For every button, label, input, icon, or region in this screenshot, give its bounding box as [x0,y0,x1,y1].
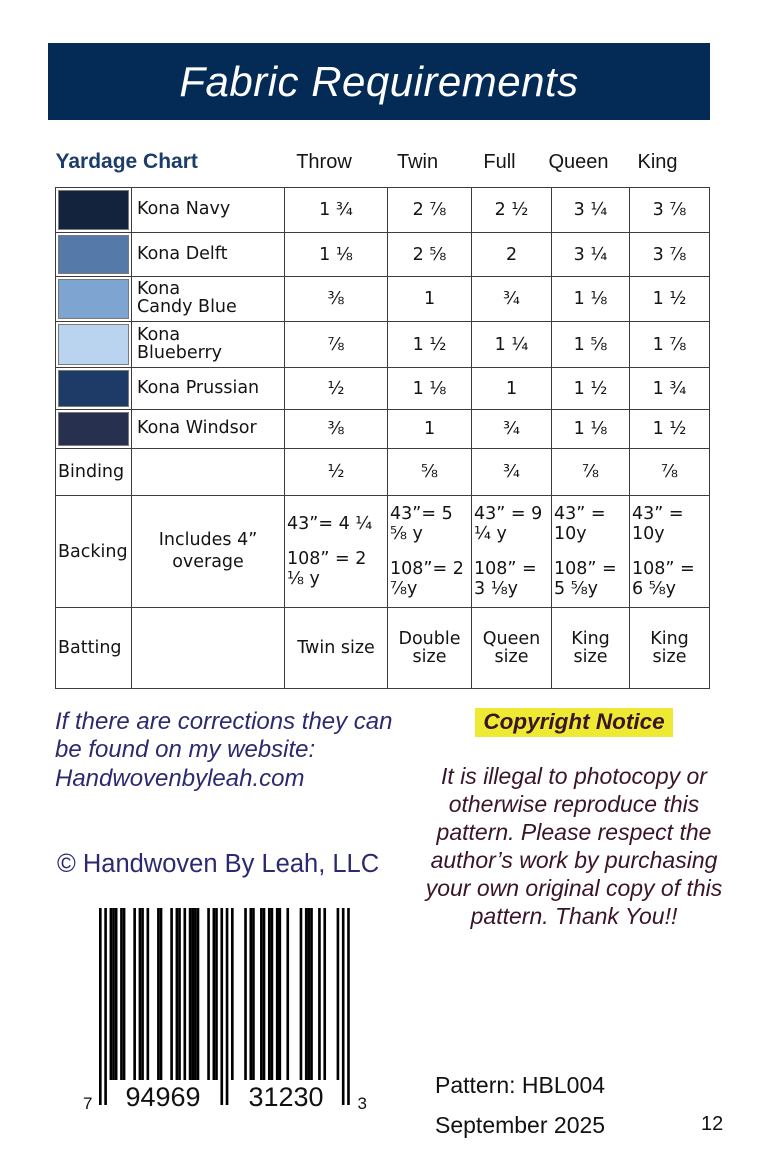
company-copyright-line: © Handwoven By Leah, LLC [57,850,380,878]
batting-value: Queen size [472,608,552,689]
barcode-right-digit: 3 [357,1094,367,1113]
yardage-value: 1 ½ [388,322,472,368]
page-number: 12 [701,1113,724,1135]
fabric-requirements-banner [48,43,710,120]
backing-value: 43”= 4 ¼ 108” = 2 ⅛ y [285,496,388,608]
fabric-name: Kona Delft [132,233,285,277]
backing-label: Backing [56,496,132,608]
yardage-value: 2 [472,233,552,277]
color-chip [58,370,129,407]
fabric-row [56,277,710,322]
fabric-name: Kona Windsor [132,410,285,449]
fabric-color-swatch [56,410,132,449]
yardage-chart-table [55,150,710,689]
copyright-notice-heading: Copyright Notice [475,708,672,737]
yardage-value: 2 ⅞ [388,188,472,233]
fabric-name: Kona Navy [132,188,285,233]
batting-row [56,608,710,689]
size-header-queen: Queen [548,151,609,173]
backing-value: 43” = 10y 108” = 5 ⅝y [552,496,630,608]
backing-value: 43” = 9 ¼ y 108” = 3 ⅛y [472,496,552,608]
yardage-value: 2 ⅝ [388,233,472,277]
binding-row [56,449,710,496]
upc-barcode [76,908,374,1112]
color-chip [58,235,129,274]
yardage-value: 3 ¼ [552,233,630,277]
barcode-left-digit: 7 [83,1094,93,1113]
fabric-color-swatch [56,277,132,322]
yardage-value: ⅜ [285,410,388,449]
batting-value: Twin size [285,608,388,689]
backing-value: 43” = 10y 108” = 6 ⅝y [630,496,710,608]
backing-note: Includes 4” overage [132,496,285,608]
yardage-value: 1 [388,277,472,322]
yardage-value: ¾ [472,449,552,496]
empty-cell [132,449,285,496]
backing-value: 43”= 5 ⅝ y 108”= 2 ⅞y [388,496,472,608]
yardage-value: ⅞ [630,449,710,496]
yardage-value: ⅜ [285,277,388,322]
yardage-value: 1 [472,368,552,410]
yardage-value: 1 ¾ [630,368,710,410]
yardage-value: 1 ½ [630,410,710,449]
size-header-throw: Throw [296,151,352,173]
size-header-twin: Twin [396,151,439,173]
color-chip [58,324,129,365]
yardage-value: 1 ⅛ [552,277,630,322]
fabric-row [56,233,710,277]
fabric-name: Kona Candy Blue [132,277,285,322]
size-header-king: King [637,151,678,173]
page-title: Fabric Requirements [179,57,579,105]
yardage-value: 1 ⅝ [552,322,630,368]
yardage-value: 3 ⅞ [630,233,710,277]
yardage-chart-caption: Yardage Chart [55,150,198,173]
barcode-number-left: 94969 [125,1082,202,1112]
yardage-value: 3 ⅞ [630,188,710,233]
barcode-number-right: 31230 [248,1082,325,1112]
backing-row [56,496,710,608]
batting-value: King size [552,608,630,689]
yardage-value: ⅞ [285,322,388,368]
empty-cell [132,608,285,689]
fabric-color-swatch [56,322,132,368]
pattern-date: September 2025 [435,1111,606,1138]
batting-value: Double size [388,608,472,689]
copyright-notice-body: It is illegal to photocopy or otherwise reproduce this pattern. Please respect the author’s work by purchasing your own original copy of this pattern. Thank You!! [425,763,723,930]
yardage-value: 1 ½ [552,368,630,410]
fabric-row [56,322,710,368]
yardage-value: ¾ [472,277,552,322]
color-chip [58,412,129,446]
fabric-color-swatch [56,368,132,410]
yardage-value: 1 ⅞ [630,322,710,368]
yardage-value: ½ [285,368,388,410]
corrections-note: If there are corrections they can be found on my website: Handwovenbyleah.com [55,708,393,792]
fabric-color-swatch [56,188,132,233]
yardage-value: ½ [285,449,388,496]
fabric-color-swatch [56,233,132,277]
copyright-notice [408,708,740,930]
yardage-value: 1 ⅛ [388,368,472,410]
fabric-name: Kona Prussian [132,368,285,410]
size-header-full: Full [483,151,516,173]
fabric-row [56,410,710,449]
fabric-name: Kona Blueberry [132,322,285,368]
table-header-row [56,150,710,188]
yardage-value: 1 ¼ [472,322,552,368]
pattern-number: Pattern: HBL004 [435,1072,606,1098]
yardage-value: 1 ⅛ [285,233,388,277]
yardage-value: 3 ¼ [552,188,630,233]
yardage-value: 1 [388,410,472,449]
yardage-value: ⅞ [552,449,630,496]
binding-label: Binding [56,449,132,496]
color-chip [58,279,129,319]
yardage-value: ¾ [472,410,552,449]
yardage-value: 1 ½ [630,277,710,322]
yardage-value: ⅝ [388,449,472,496]
batting-value: King size [630,608,710,689]
fabric-row [56,368,710,410]
batting-label: Batting [56,608,132,689]
pattern-footer [435,1066,605,1145]
yardage-value: 2 ½ [472,188,552,233]
yardage-value: 1 ¾ [285,188,388,233]
fabric-row [56,188,710,233]
yardage-value: 1 ⅛ [552,410,630,449]
color-chip [58,190,129,230]
barcode-bars-graphic [99,908,350,1112]
